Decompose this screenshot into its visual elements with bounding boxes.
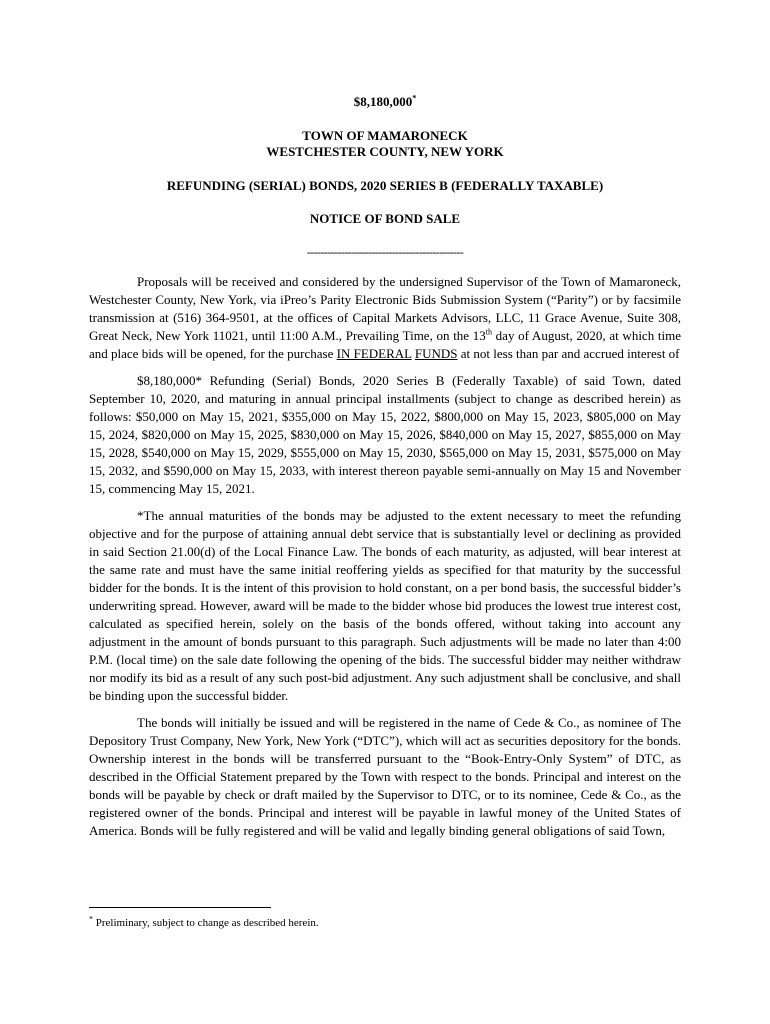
bond-series-title: REFUNDING (SERIAL) BONDS, 2020 SERIES B (FEDERALLY TAXABLE) [166, 178, 604, 193]
bond-amount: $8,180,000 [353, 94, 413, 109]
dashed-divider: ---------------------------------------------- [306, 245, 464, 259]
paragraph-maturities: $8,180,000* Refunding (Serial) Bonds, 2020 Series B (Federally Taxable) of said Town, dated September 10, 2020, and maturing in annual principal installments (subject to change as described herein) as follows: $50,000 on May 15, 2021, $355,000 on May 15, 2022, $800,000 on May 15, 2023, $805,000 on May 15, 2024, $820,000 on May 15, 2025, $830,000 on May 15, 2026, $840,000 on May 15, 2027, $855,000 on May 15, 2028, $540,000 on May 15, 2029, $555,000 on May 15, 2030, $565,000 on May 15, 2031, $575,000 on May 15, 2032, and $590,000 on May 15, 2033, with interest thereon payable semi-annually on May 15 and November 15, commencing May 15, 2021. [89, 373, 681, 496]
bond-amount-footnote-mark: * [412, 93, 417, 103]
document-page [89, 94, 681, 849]
footnote-text: Preliminary, subject to change as described herein. [93, 917, 319, 929]
issuer-name: TOWN OF MAMARONECK [302, 128, 468, 143]
paragraph-adjustments: *The annual maturities of the bonds may be adjusted to the extent necessary to meet the refunding objective and for the purpose of attaining annual debt service that is substantially level or declining as provided in said Section 21.00(d) of the Local Finance Law. The bonds of each maturity, as adjusted, will bear interest at the same rate and must have the same initial reoffering yields as specified for that maturity by the successful bidder for the bonds. It is the intent of this provision to hold constant, on a per bond basis, the successful bidder’s underwriting spread. However, award will be made to the bidder whose bid produces the lowest true interest cost, calculated as specified herein, solely on the basis of the bonds offered, without taking into account any adjustment in the amount of bonds pursuant to this paragraph. Such adjustments will be made no later than 4:00 P.M. (local time) on the sale date following the opening of the bids. The successful bidder may neither withdraw nor modify its bid as a result of any such post-bid adjustment. Any such adjustment shall be conclusive, and shall be binding upon the successful bidder. [89, 508, 681, 703]
paragraph-registration: The bonds will initially be issued and will be registered in the name of Cede & Co., as nominee of The Depository Trust Company, New York, New York (“DTC”), which will act as securities depository for the bonds. Ownership interest in the bonds will be transferred pursuant to the “Book-Entry-Only System” of DTC, as described in the Official Statement prepared by the Town with respect to the bonds. Principal and interest on the bonds will be payable by check or draft mailed by the Supervisor to DTC, or to its nominee, Cede & Co., as the registered owner of the bonds. Principal and interest will be payable in lawful money of the United States of America. Bonds will be fully registered and will be valid and legally binding general obligations of said Town, [89, 715, 681, 838]
issuer-county: WESTCHESTER COUNTY, NEW YORK [266, 144, 504, 159]
bond-amount-heading [89, 94, 681, 110]
notice-title: NOTICE OF BOND SALE [309, 211, 461, 226]
footnote-mark: * [89, 914, 93, 924]
in-federal-underline: IN FEDERAL [336, 346, 412, 361]
footnote [89, 914, 319, 930]
paragraph-proposals: Proposals will be received and considered by the undersigned Supervisor of the Town of Mamaroneck, Westchester County, New York, via iPreo’s Parity Electronic Bids Submission System (“Parity”) or by facsimile transmission at (516) 364-9501, at the offices of Capital Markets Advisors, LLC, 11 Grace Avenue, Suite 308, Great Neck, New York 11021, until 11:00 A.M., Prevailing Time, on the 13th day of August, 2020, at which time and place bids will be opened, for the purchase IN FEDERAL FUNDS at not less than par and accrued interest of [89, 274, 681, 361]
funds-underline: FUNDS [414, 346, 458, 361]
footnote-divider [89, 907, 271, 908]
